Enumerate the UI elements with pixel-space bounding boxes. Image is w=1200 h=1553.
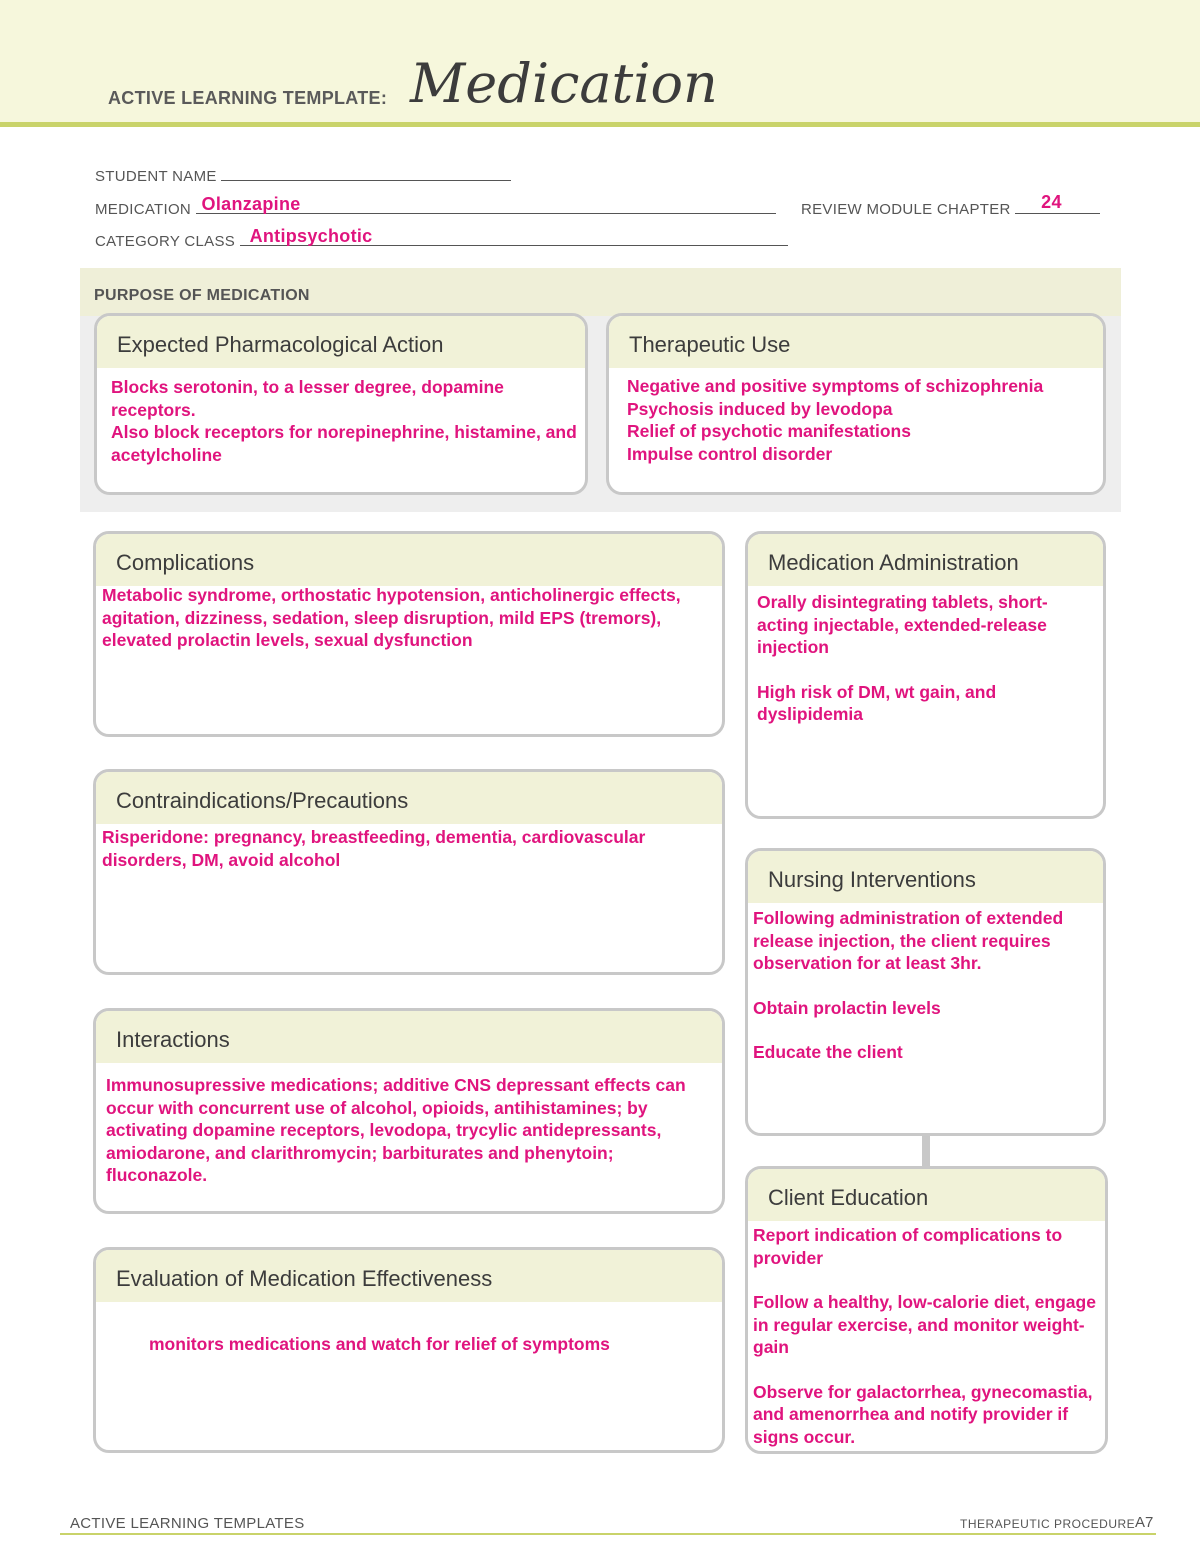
therapeutic-use-body[interactable]	[627, 375, 1097, 465]
client-education-title: Client Education	[768, 1185, 929, 1210]
expected-action-title: Expected Pharmacological Action	[117, 332, 444, 357]
nursing-para: Following administration of extended release injection, the client requires observation for at least 3hr.	[753, 908, 1064, 973]
medication-label: MEDICATION	[95, 201, 192, 218]
administration-para: Orally disintegrating tablets, short-acting injectable, extended-release injection	[757, 592, 1048, 657]
therapeutic-use-line: Relief of psychotic manifestations	[627, 421, 911, 441]
footer-right-label: THERAPEUTIC PROCEDURE	[960, 1517, 1136, 1531]
footer-left-label: ACTIVE LEARNING TEMPLATES	[70, 1515, 305, 1532]
purpose-label: PURPOSE OF MEDICATION	[94, 287, 310, 304]
nursing-interventions-title: Nursing Interventions	[768, 867, 976, 892]
contraindications-title: Contraindications/Precautions	[116, 788, 409, 813]
nursing-interventions-card	[745, 848, 1106, 1136]
medication-input[interactable]	[196, 194, 776, 214]
therapeutic-use-line: Negative and positive symptoms of schizophrenia	[627, 376, 1044, 396]
education-para: Follow a healthy, low-calorie diet, engage in regular exercise, and monitor weight-gain	[753, 1292, 1096, 1357]
expected-action-line: Also block receptors for norepinephrine, histamine, and acetylcholine	[111, 422, 577, 465]
review-module-input[interactable]	[1015, 192, 1100, 214]
administration-card	[745, 531, 1106, 819]
client-education-card	[745, 1166, 1108, 1454]
education-para: Observe for galactorrhea, gynecomastia, and amenorrhea and notify provider if signs occur.	[753, 1381, 1093, 1447]
header-rule	[0, 122, 1200, 127]
footer-rule	[60, 1533, 1156, 1535]
template-label: ACTIVE LEARNING TEMPLATE:	[108, 88, 388, 108]
review-module-label: REVIEW MODULE CHAPTER	[801, 201, 1011, 218]
contraindications-card	[93, 769, 725, 975]
page-title: Medication	[410, 52, 718, 115]
contraindications-body[interactable]: Risperidone: pregnancy, breastfeeding, dementia, cardiovascular disorders, DM, avoid alcohol	[102, 827, 646, 870]
therapeutic-use-title: Therapeutic Use	[629, 332, 791, 357]
nursing-para: Obtain prolactin levels	[753, 997, 941, 1018]
expected-action-body[interactable]	[111, 376, 579, 466]
administration-body[interactable]	[757, 591, 1091, 726]
review-module-field	[801, 192, 1100, 218]
education-para: Report indication of complications to provider	[753, 1225, 1063, 1268]
therapeutic-use-line: Impulse control disorder	[627, 443, 833, 464]
evaluation-card	[93, 1247, 725, 1453]
complications-title: Complications	[116, 550, 255, 575]
page-number: A7	[1135, 1514, 1154, 1531]
category-class-label: CATEGORY CLASS	[95, 233, 236, 250]
interactions-title: Interactions	[116, 1027, 230, 1052]
interactions-card	[93, 1008, 725, 1214]
connector-line	[922, 1136, 930, 1166]
evaluation-body[interactable]: monitors medications and watch for relief of symptoms	[149, 1334, 610, 1354]
expected-action-line: Blocks serotonin, to a lesser degree, dopamine receptors.	[111, 377, 504, 420]
complications-card	[93, 531, 725, 737]
student-name-label: STUDENT NAME	[95, 168, 217, 185]
expected-action-card	[94, 313, 588, 495]
student-name-input[interactable]	[221, 165, 511, 181]
administration-para: High risk of DM, wt gain, and dyslipidemia	[757, 681, 997, 724]
category-class-input[interactable]	[240, 226, 788, 246]
administration-title: Medication Administration	[768, 550, 1019, 575]
therapeutic-use-card	[606, 313, 1106, 495]
nursing-interventions-body[interactable]	[753, 907, 1099, 1064]
student-name-field	[95, 165, 511, 185]
nursing-para: Educate the client	[753, 1042, 903, 1062]
medication-field	[95, 194, 776, 218]
interactions-body[interactable]: Immunosupressive medications; additive CNS depressant effects can occur with concurrent use of alcohol, opioids, antihistamines; by activating dopamine receptors, levodopa, trycylic antidepressants, amiodarone, and clarithromycin; barbiturates and phenytoin; fluconazole.	[106, 1075, 686, 1185]
medication-value: Olanzapine	[201, 194, 301, 214]
category-class-value: Antipsychotic	[249, 226, 373, 246]
category-class-field	[95, 226, 788, 250]
client-education-body[interactable]	[753, 1224, 1101, 1448]
evaluation-title: Evaluation of Medication Effectiveness	[116, 1266, 493, 1291]
complications-body[interactable]: Metabolic syndrome, orthostatic hypotension, anticholinergic effects, agitation, dizziness, sedation, sleep disruption, mild EPS (tremors), elevated prolactin levels, sexual dysfunction	[102, 585, 681, 650]
review-module-value: 24	[1041, 192, 1062, 212]
therapeutic-use-line: Psychosis induced by levodopa	[627, 398, 893, 419]
